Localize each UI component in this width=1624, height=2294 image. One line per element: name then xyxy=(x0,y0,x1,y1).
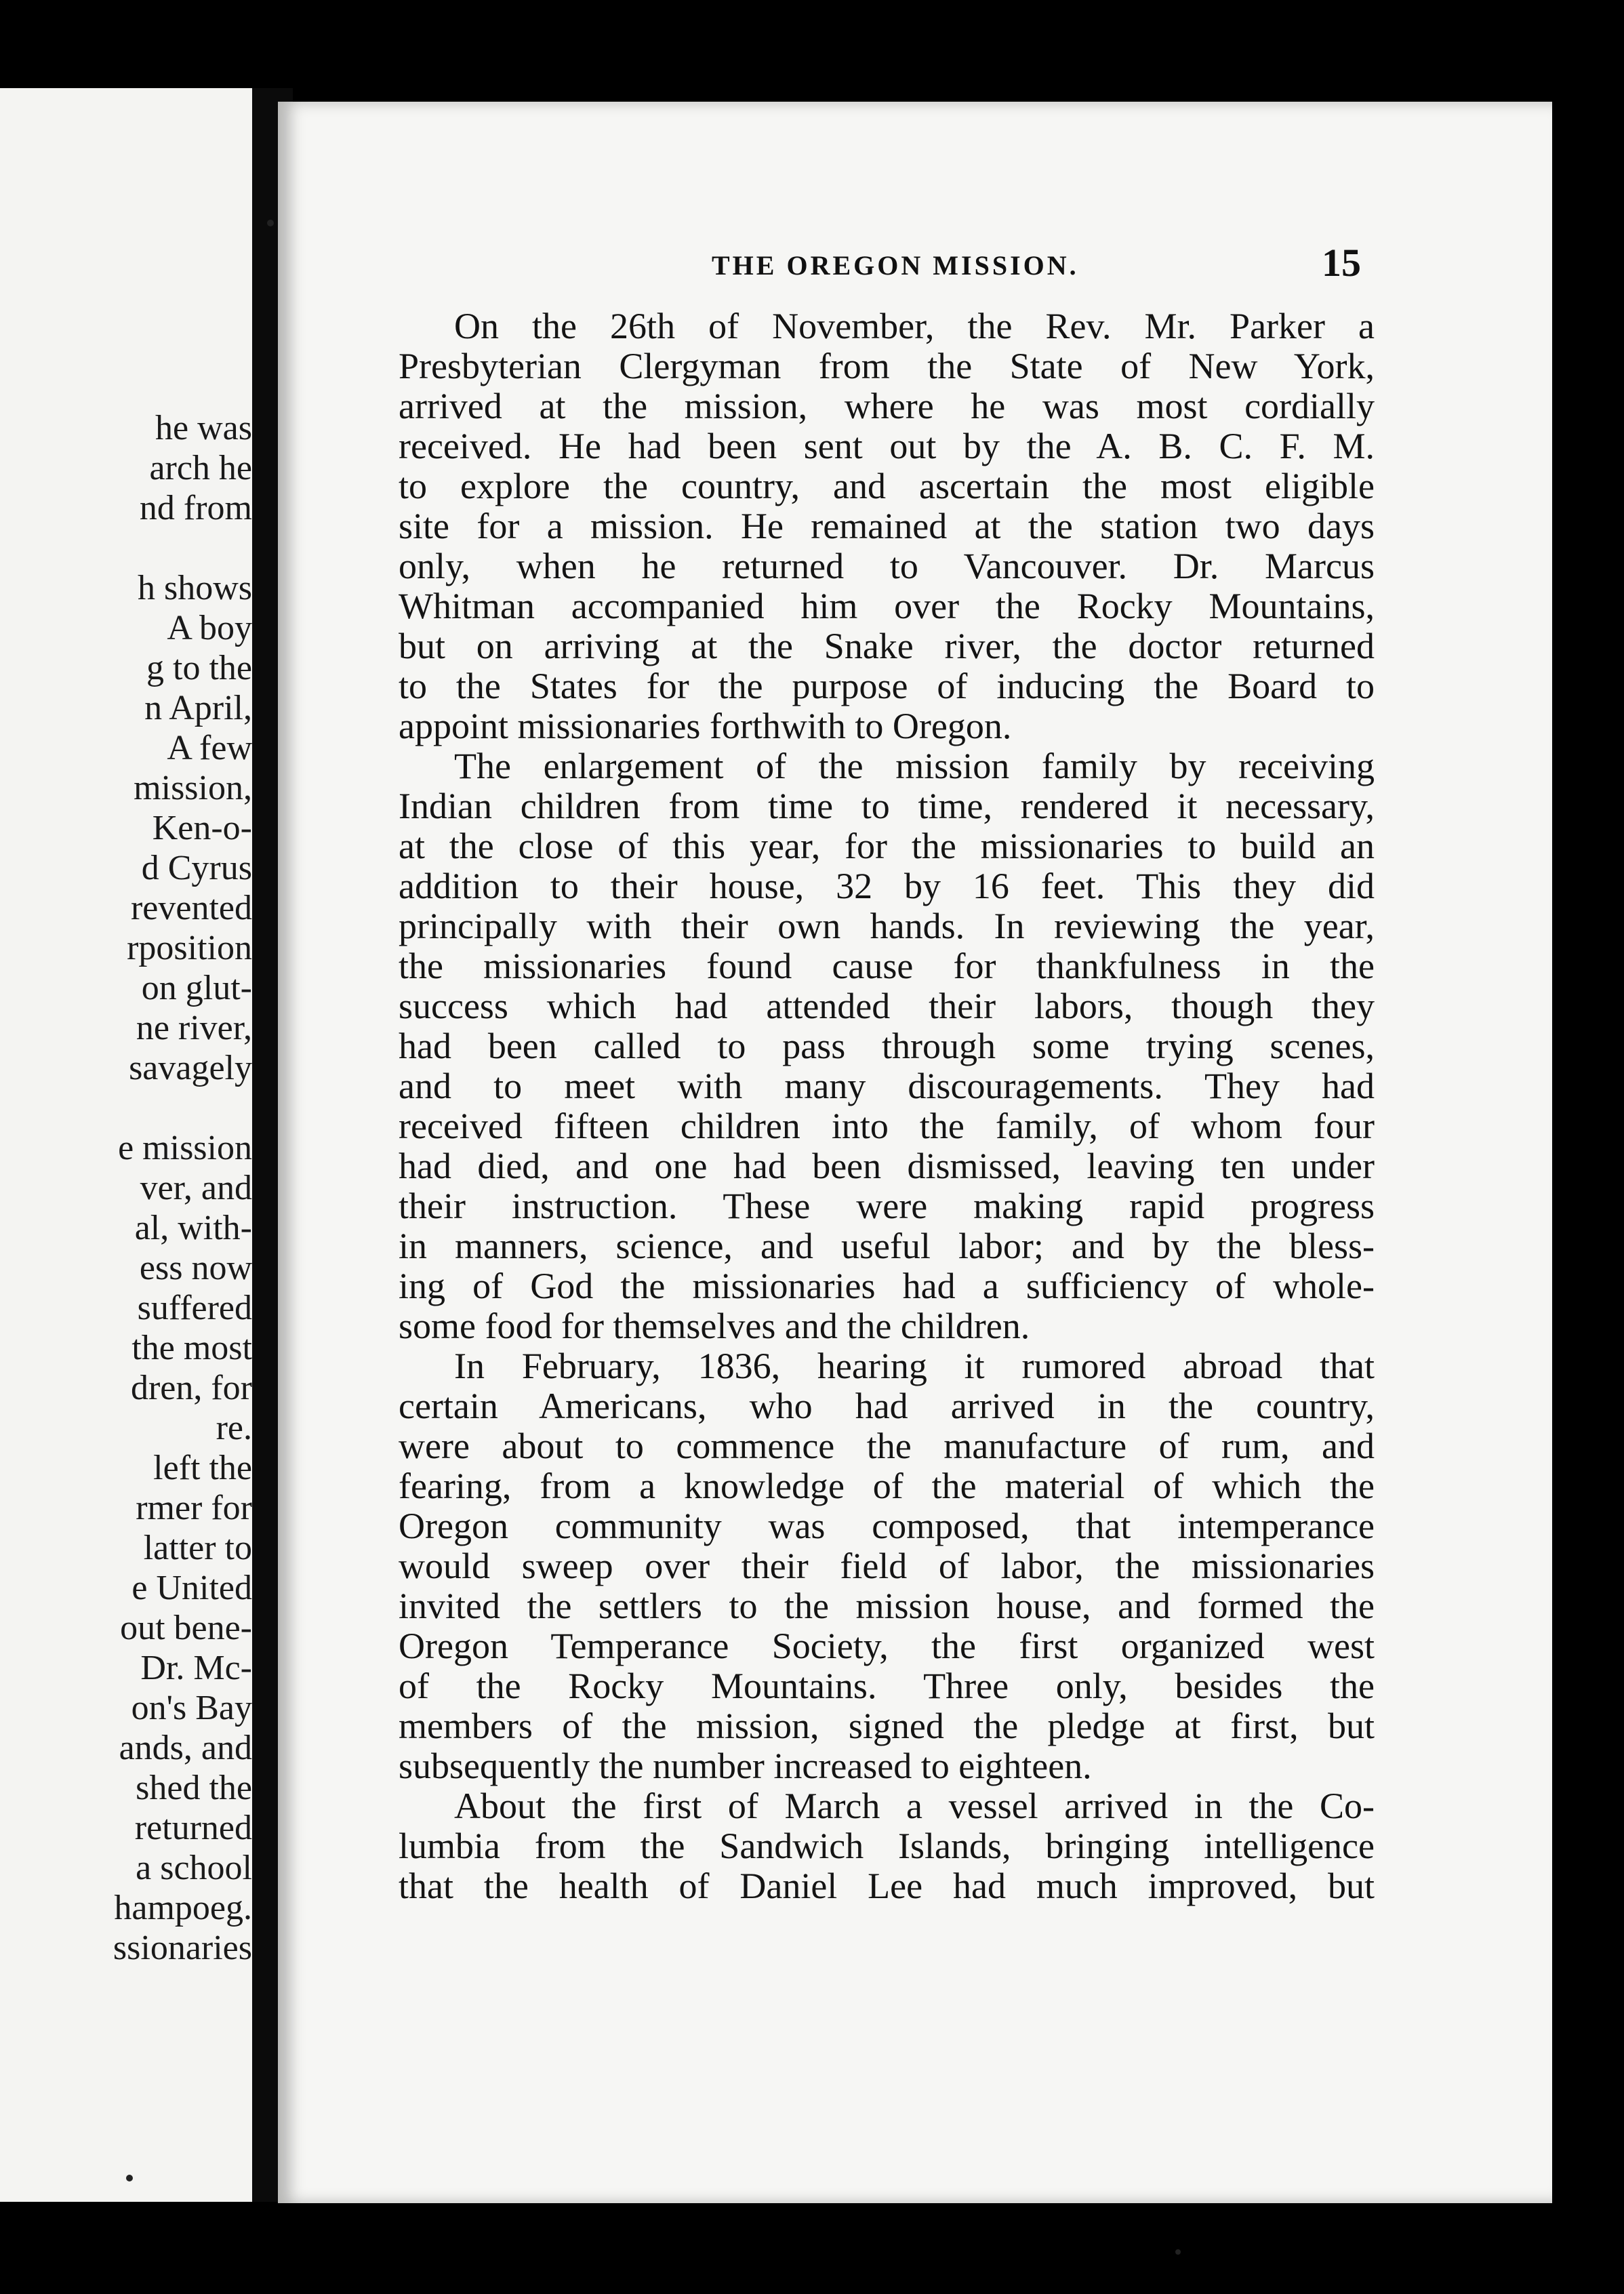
text-line: subsequently the number increased to eighteen. xyxy=(399,1746,1092,1786)
scan-speck xyxy=(1175,2249,1181,2255)
facing-line: re. xyxy=(216,1409,252,1447)
text-line: The enlargement of the mission family by receiving xyxy=(454,746,1375,786)
facing-line: mission, xyxy=(134,769,252,807)
facing-line: ver, and xyxy=(140,1169,252,1207)
facing-line: A few xyxy=(167,729,252,767)
text-line: to explore the country, and ascertain the most eligible xyxy=(399,466,1375,506)
text-line: arrived at the mission, where he was most cordially xyxy=(399,386,1375,426)
running-head-title: THE OREGON MISSION. xyxy=(712,250,1079,281)
facing-line: revented xyxy=(130,889,252,927)
facing-line: ess now xyxy=(139,1249,252,1287)
text-line: received fifteen children into the family, of whom four xyxy=(399,1106,1375,1146)
text-line: received. He had been sent out by the A. B. C. F. M. xyxy=(399,426,1375,466)
text-line: had been called to pass through some trying scenes, xyxy=(399,1026,1375,1066)
facing-line: A boy xyxy=(167,609,252,647)
text-line: principally with their own hands. In reviewing the year, xyxy=(399,906,1375,946)
text-line: and to meet with many discouragements. They had xyxy=(399,1066,1375,1106)
text-line: their instruction. These were making rapid progress xyxy=(399,1186,1375,1226)
text-line: that the health of Daniel Lee had much improved, but xyxy=(399,1866,1375,1906)
text-line: Oregon community was composed, that intemperance xyxy=(399,1506,1375,1546)
facing-line: savagely xyxy=(129,1049,252,1087)
text-line: some food for themselves and the children. xyxy=(399,1306,1030,1346)
facing-line: arch he xyxy=(149,449,252,487)
facing-line: al, with- xyxy=(134,1209,252,1247)
facing-line: the most xyxy=(131,1329,252,1367)
facing-line: h shows xyxy=(137,569,252,607)
facing-line: a school xyxy=(136,1849,252,1887)
page-number: 15 xyxy=(1322,241,1361,285)
facing-line: nd from xyxy=(139,489,252,527)
facing-line: out bene- xyxy=(120,1609,252,1647)
text-line: Whitman accompanied him over the Rocky Mountains, xyxy=(399,586,1375,626)
text-line: lumbia from the Sandwich Islands, bringing intelligence xyxy=(399,1826,1375,1866)
text-line: Oregon Temperance Society, the first organized west xyxy=(399,1626,1375,1666)
text-line: at the close of this year, for the missionaries to build an xyxy=(399,826,1375,866)
text-line: would sweep over their field of labor, the missionaries xyxy=(399,1546,1375,1586)
facing-page-text xyxy=(0,408,252,1968)
facing-line: he was xyxy=(155,409,252,447)
facing-line: Ken-o- xyxy=(152,809,252,847)
text-line: certain Americans, who had arrived in the country, xyxy=(399,1386,1375,1426)
facing-line: n April, xyxy=(144,689,252,727)
text-line: the missionaries found cause for thankfulness in the xyxy=(399,946,1375,986)
text-line: site for a mission. He remained at the station two days xyxy=(399,506,1375,546)
facing-line: on's Bay xyxy=(131,1689,252,1727)
facing-line: ands, and xyxy=(119,1729,252,1767)
text-line: Presbyterian Clergyman from the State of New York, xyxy=(399,346,1375,386)
facing-line-gap xyxy=(0,1088,252,1128)
text-line: members of the mission, signed the pledge at first, but xyxy=(399,1706,1375,1746)
scan-speck xyxy=(267,220,274,226)
text-line: had died, and one had been dismissed, leaving ten under xyxy=(399,1146,1375,1186)
text-line: addition to their house, 32 by 16 feet. This they did xyxy=(399,866,1375,906)
facing-line: shed the xyxy=(136,1769,252,1807)
text-line: of the Rocky Mountains. Three only, besides the xyxy=(399,1666,1375,1706)
facing-line: Dr. Mc- xyxy=(140,1649,252,1687)
facing-line-gap xyxy=(0,528,252,568)
facing-line: e United xyxy=(131,1569,252,1607)
text-line: appoint missionaries forthwith to Oregon. xyxy=(399,706,1012,746)
facing-line: left the xyxy=(153,1449,252,1487)
text-line: invited the settlers to the mission house, and formed the xyxy=(399,1586,1375,1626)
text-line: to the States for the purpose of inducing the Board to xyxy=(399,666,1375,706)
running-head xyxy=(278,241,1552,290)
text-line: ing of God the missionaries had a sufficiency of whole- xyxy=(399,1266,1375,1306)
facing-line: d Cyrus xyxy=(141,849,252,887)
facing-line: on glut- xyxy=(141,969,252,1007)
text-line: About the first of March a vessel arrived in the Co- xyxy=(454,1786,1375,1826)
facing-line: e mission xyxy=(118,1129,252,1167)
text-line: only, when he returned to Vancouver. Dr. Marcus xyxy=(399,546,1375,586)
facing-line: ssionaries xyxy=(113,1929,252,1967)
facing-line: latter to xyxy=(143,1529,252,1567)
facing-line: suffered xyxy=(137,1289,252,1327)
text-line: but on arriving at the Snake river, the doctor returned xyxy=(399,626,1375,666)
text-line: Indian children from time to time, rendered it necessary, xyxy=(399,786,1375,826)
text-line: were about to commence the manufacture of rum, and xyxy=(399,1426,1375,1466)
text-line: In February, 1836, hearing it rumored abroad that xyxy=(454,1346,1375,1386)
text-line: fearing, from a knowledge of the material of which the xyxy=(399,1466,1375,1506)
facing-line: hampoeg. xyxy=(114,1889,252,1927)
scan-speck xyxy=(126,2175,133,2181)
facing-line: rposition xyxy=(127,929,252,967)
facing-page-left xyxy=(0,88,252,2202)
text-line: On the 26th of November, the Rev. Mr. Parker a xyxy=(454,306,1375,346)
book-page xyxy=(278,102,1552,2203)
facing-line: g to the xyxy=(146,649,252,687)
facing-line: rmer for xyxy=(136,1489,252,1527)
text-line: in manners, science, and useful labor; and by the bless- xyxy=(399,1226,1375,1266)
facing-line: returned xyxy=(134,1809,252,1847)
facing-line: ne river, xyxy=(136,1009,252,1047)
text-line: success which had attended their labors, though they xyxy=(399,986,1375,1026)
facing-line: dren, for xyxy=(130,1369,252,1407)
page-body-text xyxy=(399,306,1375,1906)
